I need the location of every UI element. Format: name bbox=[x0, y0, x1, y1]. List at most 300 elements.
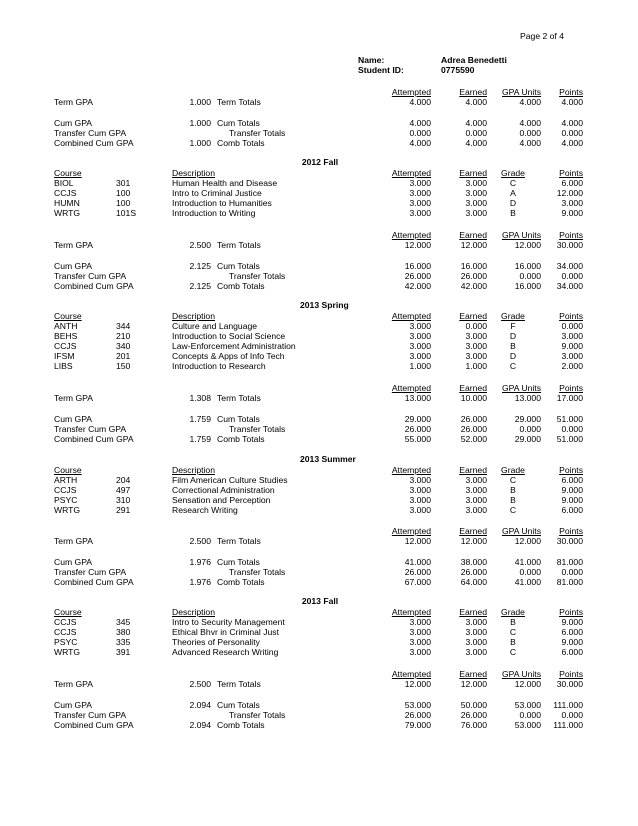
points-header: Points bbox=[559, 465, 583, 475]
term-gpa-value: 1.308 bbox=[189, 393, 211, 403]
course-number: 204 bbox=[116, 475, 131, 485]
cum-row-attempted: 55.000 bbox=[404, 434, 431, 444]
course-number: 391 bbox=[116, 647, 131, 657]
course-attempted: 3.000 bbox=[409, 485, 431, 495]
term-title: 2013 Fall bbox=[301, 596, 339, 606]
cum-row-gpa: 1.000 bbox=[189, 118, 211, 128]
course-attempted: 3.000 bbox=[409, 341, 431, 351]
cum-row-label: Transfer Cum GPA bbox=[54, 710, 127, 720]
cum-row-gpa-units: 4.000 bbox=[519, 118, 541, 128]
course-number: 335 bbox=[116, 637, 131, 647]
course-attempted: 3.000 bbox=[409, 208, 431, 218]
course-description: Law-Enforcement Administration bbox=[172, 341, 296, 351]
course-description: Intro to Security Management bbox=[172, 617, 285, 627]
course-points: 3.000 bbox=[561, 331, 583, 341]
cum-row-label: Cum GPA bbox=[54, 118, 93, 128]
term-earned: 12.000 bbox=[460, 240, 487, 250]
term-gpa-units: 12.000 bbox=[514, 240, 541, 250]
gpa-units-header: GPA Units bbox=[501, 526, 541, 536]
course-subject: ARTH bbox=[54, 475, 78, 485]
earned-header: Earned bbox=[459, 607, 487, 617]
term-gpa-units: 12.000 bbox=[514, 536, 541, 546]
course-points: 9.000 bbox=[561, 617, 583, 627]
cum-row-attempted: 0.000 bbox=[409, 128, 431, 138]
term-earned: 12.000 bbox=[460, 679, 487, 689]
cum-row-earned: 26.000 bbox=[460, 271, 487, 281]
course-grade: B bbox=[510, 617, 516, 627]
course-points: 12.000 bbox=[556, 188, 583, 198]
course-subject: WRTG bbox=[54, 208, 81, 218]
course-points: 9.000 bbox=[561, 208, 583, 218]
course-earned: 3.000 bbox=[465, 637, 487, 647]
course-subject: CCJS bbox=[54, 617, 77, 627]
cum-row-points: 0.000 bbox=[561, 567, 583, 577]
cum-row-points: 34.000 bbox=[556, 261, 583, 271]
cum-row-label: Combined Cum GPA bbox=[54, 434, 134, 444]
course-description: Introduction to Writing bbox=[172, 208, 256, 218]
points-header: Points bbox=[559, 168, 583, 178]
course-description: Ethical Bhvr in Criminal Just bbox=[172, 627, 279, 637]
cum-row-desc: Comb Totals bbox=[217, 720, 265, 730]
term-totals-label: Term Totals bbox=[217, 679, 261, 689]
course-earned: 3.000 bbox=[465, 475, 487, 485]
cum-row-gpa: 1.976 bbox=[189, 577, 211, 587]
course-description: Concepts & Apps of Info Tech bbox=[172, 351, 285, 361]
gpa-units-header: GPA Units bbox=[501, 669, 541, 679]
course-subject: CCJS bbox=[54, 627, 77, 637]
cum-row-gpa-units: 29.000 bbox=[514, 414, 541, 424]
points-header: Points bbox=[559, 383, 583, 393]
cum-row-desc: Transfer Totals bbox=[229, 128, 286, 138]
points-header: Points bbox=[559, 669, 583, 679]
course-earned: 3.000 bbox=[465, 351, 487, 361]
term-points: 30.000 bbox=[556, 679, 583, 689]
course-number: 497 bbox=[116, 485, 131, 495]
term-points: 4.000 bbox=[561, 97, 583, 107]
earned-header: Earned bbox=[459, 526, 487, 536]
cum-row-gpa-units: 53.000 bbox=[514, 720, 541, 730]
points-header: Points bbox=[559, 526, 583, 536]
course-earned: 3.000 bbox=[465, 178, 487, 188]
course-number: 345 bbox=[116, 617, 131, 627]
cum-row-gpa-units: 41.000 bbox=[514, 557, 541, 567]
attempted-header: Attempted bbox=[391, 311, 431, 321]
course-grade: B bbox=[510, 637, 516, 647]
course-attempted: 3.000 bbox=[409, 321, 431, 331]
cum-row-desc: Transfer Totals bbox=[229, 424, 286, 434]
course-points: 3.000 bbox=[561, 198, 583, 208]
course-number: 340 bbox=[116, 341, 131, 351]
course-grade: D bbox=[509, 331, 517, 341]
course-points: 6.000 bbox=[561, 505, 583, 515]
cum-row-gpa-units: 41.000 bbox=[514, 577, 541, 587]
term-title: 2013 Spring bbox=[300, 300, 349, 310]
course-subject: BEHS bbox=[54, 331, 78, 341]
cum-row-desc: Comb Totals bbox=[217, 138, 265, 148]
course-grade: C bbox=[509, 647, 517, 657]
course-earned: 1.000 bbox=[465, 361, 487, 371]
student-id: 0775590 bbox=[441, 65, 475, 75]
course-attempted: 3.000 bbox=[409, 178, 431, 188]
gpa-units-header: GPA Units bbox=[501, 383, 541, 393]
cum-row-points: 0.000 bbox=[561, 271, 583, 281]
course-attempted: 3.000 bbox=[409, 351, 431, 361]
course-description: Correctional Administration bbox=[172, 485, 275, 495]
cum-row-points: 51.000 bbox=[556, 414, 583, 424]
cum-row-label: Transfer Cum GPA bbox=[54, 271, 127, 281]
cum-row-gpa: 1.759 bbox=[189, 414, 211, 424]
grade-header: Grade bbox=[501, 168, 525, 178]
course-earned: 3.000 bbox=[465, 617, 487, 627]
cum-row-points: 111.000 bbox=[553, 720, 583, 730]
cum-row-attempted: 79.000 bbox=[404, 720, 431, 730]
cum-row-gpa: 2.125 bbox=[189, 261, 211, 271]
course-number: 150 bbox=[116, 361, 131, 371]
course-grade: C bbox=[509, 361, 517, 371]
course-description: Culture and Language bbox=[172, 321, 258, 331]
course-header: Course bbox=[54, 311, 82, 321]
course-attempted: 3.000 bbox=[409, 627, 431, 637]
term-gpa-label: Term GPA bbox=[54, 240, 93, 250]
earned-header: Earned bbox=[459, 669, 487, 679]
cum-row-points: 81.000 bbox=[556, 557, 583, 567]
course-points: 6.000 bbox=[561, 647, 583, 657]
term-totals-label: Term Totals bbox=[217, 393, 261, 403]
cum-row-attempted: 26.000 bbox=[404, 271, 431, 281]
course-attempted: 3.000 bbox=[409, 637, 431, 647]
course-header: Course bbox=[54, 465, 82, 475]
cum-row-label: Combined Cum GPA bbox=[54, 720, 134, 730]
name-label: Name: bbox=[358, 55, 385, 65]
cum-row-label: Cum GPA bbox=[54, 700, 93, 710]
course-grade: B bbox=[510, 485, 516, 495]
term-points: 17.000 bbox=[556, 393, 583, 403]
course-number: 210 bbox=[116, 331, 131, 341]
course-header: Course bbox=[54, 168, 82, 178]
course-subject: CCJS bbox=[54, 485, 77, 495]
cum-row-label: Transfer Cum GPA bbox=[54, 567, 127, 577]
earned-header: Earned bbox=[459, 230, 487, 240]
cum-row-points: 34.000 bbox=[556, 281, 583, 291]
course-subject: CCJS bbox=[54, 341, 77, 351]
cum-row-earned: 16.000 bbox=[460, 261, 487, 271]
cum-row-points: 4.000 bbox=[561, 118, 583, 128]
term-title: 2013 Summer bbox=[300, 454, 356, 464]
term-earned: 12.000 bbox=[460, 536, 487, 546]
course-grade: C bbox=[509, 505, 517, 515]
cum-row-earned: 4.000 bbox=[465, 118, 487, 128]
cum-row-earned: 26.000 bbox=[460, 414, 487, 424]
cum-row-label: Cum GPA bbox=[54, 261, 93, 271]
cum-row-earned: 50.000 bbox=[460, 700, 487, 710]
course-points: 6.000 bbox=[561, 178, 583, 188]
cum-row-attempted: 42.000 bbox=[404, 281, 431, 291]
course-header: Course bbox=[54, 607, 82, 617]
course-earned: 3.000 bbox=[465, 505, 487, 515]
term-totals-label: Term Totals bbox=[217, 97, 261, 107]
cum-row-points: 0.000 bbox=[561, 424, 583, 434]
earned-header: Earned bbox=[459, 311, 487, 321]
attempted-header: Attempted bbox=[391, 87, 431, 97]
course-attempted: 3.000 bbox=[409, 505, 431, 515]
cum-row-gpa-units: 0.000 bbox=[519, 424, 541, 434]
earned-header: Earned bbox=[459, 383, 487, 393]
cum-row-gpa-units: 29.000 bbox=[514, 434, 541, 444]
cum-row-attempted: 67.000 bbox=[404, 577, 431, 587]
course-attempted: 3.000 bbox=[409, 475, 431, 485]
description-header: Description bbox=[172, 607, 215, 617]
term-gpa-units: 4.000 bbox=[519, 97, 541, 107]
cum-row-label: Combined Cum GPA bbox=[54, 138, 134, 148]
course-points: 9.000 bbox=[561, 495, 583, 505]
cum-row-desc: Cum Totals bbox=[217, 700, 260, 710]
cum-row-desc: Comb Totals bbox=[217, 281, 265, 291]
term-gpa-label: Term GPA bbox=[54, 536, 93, 546]
attempted-header: Attempted bbox=[391, 383, 431, 393]
term-title: 2012 Fall bbox=[301, 157, 339, 167]
course-number: 201 bbox=[116, 351, 131, 361]
course-description: Human Health and Disease bbox=[172, 178, 278, 188]
course-number: 291 bbox=[116, 505, 131, 515]
course-earned: 3.000 bbox=[465, 647, 487, 657]
term-gpa-value: 2.500 bbox=[189, 679, 211, 689]
attempted-header: Attempted bbox=[391, 230, 431, 240]
term-gpa-label: Term GPA bbox=[54, 679, 93, 689]
course-points: 6.000 bbox=[561, 475, 583, 485]
course-grade: C bbox=[509, 178, 517, 188]
cum-row-earned: 38.000 bbox=[460, 557, 487, 567]
cum-row-desc: Comb Totals bbox=[217, 434, 265, 444]
term-gpa-value: 2.500 bbox=[189, 536, 211, 546]
cum-row-label: Combined Cum GPA bbox=[54, 281, 134, 291]
course-attempted: 3.000 bbox=[409, 617, 431, 627]
cum-row-desc: Cum Totals bbox=[217, 118, 260, 128]
term-gpa-units: 12.000 bbox=[514, 679, 541, 689]
cum-row-attempted: 26.000 bbox=[404, 424, 431, 434]
course-earned: 3.000 bbox=[465, 198, 487, 208]
course-number: 301 bbox=[116, 178, 131, 188]
student-id-label: Student ID: bbox=[358, 65, 404, 75]
course-subject: PSYC bbox=[54, 637, 78, 647]
term-attempted: 12.000 bbox=[404, 536, 431, 546]
course-earned: 0.000 bbox=[465, 321, 487, 331]
cum-row-earned: 26.000 bbox=[460, 424, 487, 434]
cum-row-attempted: 16.000 bbox=[404, 261, 431, 271]
cum-row-attempted: 26.000 bbox=[404, 710, 431, 720]
course-grade: B bbox=[510, 495, 516, 505]
grade-header: Grade bbox=[501, 607, 525, 617]
cum-row-earned: 4.000 bbox=[465, 138, 487, 148]
course-grade: A bbox=[510, 188, 516, 198]
term-gpa-units: 13.000 bbox=[514, 393, 541, 403]
attempted-header: Attempted bbox=[391, 526, 431, 536]
cum-row-desc: Cum Totals bbox=[217, 557, 260, 567]
cum-row-label: Cum GPA bbox=[54, 414, 93, 424]
course-number: 101S bbox=[116, 208, 137, 218]
grade-header: Grade bbox=[501, 465, 525, 475]
cum-row-earned: 76.000 bbox=[460, 720, 487, 730]
description-header: Description bbox=[172, 311, 215, 321]
course-description: Intro to Criminal Justice bbox=[172, 188, 262, 198]
cum-row-gpa-units: 0.000 bbox=[519, 128, 541, 138]
cum-row-gpa-units: 53.000 bbox=[514, 700, 541, 710]
cum-row-attempted: 4.000 bbox=[409, 118, 431, 128]
course-grade: B bbox=[510, 341, 516, 351]
cum-row-gpa: 1.976 bbox=[189, 557, 211, 567]
cum-row-earned: 52.000 bbox=[460, 434, 487, 444]
attempted-header: Attempted bbox=[391, 465, 431, 475]
course-attempted: 1.000 bbox=[409, 361, 431, 371]
cum-row-gpa-units: 16.000 bbox=[514, 261, 541, 271]
course-description: Advanced Research Writing bbox=[172, 647, 279, 657]
cum-row-label: Combined Cum GPA bbox=[54, 577, 134, 587]
course-grade: F bbox=[510, 321, 516, 331]
course-earned: 3.000 bbox=[465, 331, 487, 341]
course-number: 380 bbox=[116, 627, 131, 637]
cum-row-gpa-units: 0.000 bbox=[519, 567, 541, 577]
course-description: Film American Culture Studies bbox=[172, 475, 288, 485]
cum-row-points: 4.000 bbox=[561, 138, 583, 148]
term-gpa-value: 1.000 bbox=[189, 97, 211, 107]
points-header: Points bbox=[559, 311, 583, 321]
cum-row-gpa-units: 4.000 bbox=[519, 138, 541, 148]
earned-header: Earned bbox=[459, 465, 487, 475]
cum-row-attempted: 29.000 bbox=[404, 414, 431, 424]
gpa-units-header: GPA Units bbox=[501, 230, 541, 240]
course-description: Theories of Personality bbox=[172, 637, 260, 647]
course-subject: ANTH bbox=[54, 321, 78, 331]
earned-header: Earned bbox=[459, 168, 487, 178]
cum-row-earned: 0.000 bbox=[465, 128, 487, 138]
course-subject: WRTG bbox=[54, 505, 81, 515]
course-subject: HUMN bbox=[54, 198, 80, 208]
course-points: 3.000 bbox=[561, 351, 583, 361]
course-attempted: 3.000 bbox=[409, 495, 431, 505]
cum-row-desc: Transfer Totals bbox=[229, 271, 286, 281]
course-grade: C bbox=[509, 627, 517, 637]
cum-row-points: 111.000 bbox=[553, 700, 583, 710]
cum-row-desc: Cum Totals bbox=[217, 414, 260, 424]
grade-header: Grade bbox=[501, 311, 525, 321]
attempted-header: Attempted bbox=[391, 669, 431, 679]
course-earned: 3.000 bbox=[465, 627, 487, 637]
course-attempted: 3.000 bbox=[409, 188, 431, 198]
points-header: Points bbox=[559, 230, 583, 240]
cum-row-earned: 64.000 bbox=[460, 577, 487, 587]
cum-row-attempted: 41.000 bbox=[404, 557, 431, 567]
course-subject: BIOL bbox=[54, 178, 74, 188]
cum-row-attempted: 4.000 bbox=[409, 138, 431, 148]
term-attempted: 12.000 bbox=[404, 240, 431, 250]
course-description: Introduction to Social Science bbox=[172, 331, 286, 341]
term-attempted: 4.000 bbox=[409, 97, 431, 107]
cum-row-label: Cum GPA bbox=[54, 557, 93, 567]
term-gpa-label: Term GPA bbox=[54, 97, 93, 107]
cum-row-attempted: 53.000 bbox=[404, 700, 431, 710]
cum-row-desc: Cum Totals bbox=[217, 261, 260, 271]
course-subject: CCJS bbox=[54, 188, 77, 198]
points-header: Points bbox=[559, 87, 583, 97]
attempted-header: Attempted bbox=[391, 607, 431, 617]
course-attempted: 3.000 bbox=[409, 198, 431, 208]
course-subject: PSYC bbox=[54, 495, 78, 505]
course-subject: WRTG bbox=[54, 647, 81, 657]
attempted-header: Attempted bbox=[391, 168, 431, 178]
cum-row-attempted: 26.000 bbox=[404, 567, 431, 577]
course-points: 6.000 bbox=[561, 627, 583, 637]
points-header: Points bbox=[559, 607, 583, 617]
course-number: 100 bbox=[116, 198, 131, 208]
cum-row-earned: 26.000 bbox=[460, 710, 487, 720]
description-header: Description bbox=[172, 465, 215, 475]
term-points: 30.000 bbox=[556, 536, 583, 546]
gpa-units-header: GPA Units bbox=[501, 87, 541, 97]
cum-row-earned: 42.000 bbox=[460, 281, 487, 291]
term-attempted: 13.000 bbox=[404, 393, 431, 403]
cum-row-gpa: 2.094 bbox=[189, 720, 211, 730]
term-points: 30.000 bbox=[556, 240, 583, 250]
course-points: 9.000 bbox=[561, 341, 583, 351]
student-name: Adrea Benedetti bbox=[441, 55, 507, 65]
course-description: Research Writing bbox=[172, 505, 238, 515]
course-subject: IFSM bbox=[54, 351, 75, 361]
course-points: 2.000 bbox=[561, 361, 583, 371]
term-gpa-value: 2.500 bbox=[189, 240, 211, 250]
course-grade: C bbox=[509, 475, 517, 485]
course-grade: D bbox=[509, 351, 517, 361]
description-header: Description bbox=[172, 168, 215, 178]
term-gpa-label: Term GPA bbox=[54, 393, 93, 403]
course-earned: 3.000 bbox=[465, 495, 487, 505]
term-totals-label: Term Totals bbox=[217, 240, 261, 250]
cum-row-gpa: 1.000 bbox=[189, 138, 211, 148]
cum-row-gpa: 2.125 bbox=[189, 281, 211, 291]
page-number: Page 2 of 4 bbox=[520, 31, 564, 41]
course-number: 344 bbox=[116, 321, 131, 331]
course-number: 100 bbox=[116, 188, 131, 198]
cum-row-gpa: 1.759 bbox=[189, 434, 211, 444]
course-subject: LIBS bbox=[54, 361, 73, 371]
course-grade: D bbox=[509, 198, 517, 208]
cum-row-gpa-units: 0.000 bbox=[519, 710, 541, 720]
cum-row-earned: 26.000 bbox=[460, 567, 487, 577]
course-grade: B bbox=[510, 208, 516, 218]
term-attempted: 12.000 bbox=[404, 679, 431, 689]
course-description: Introduction to Research bbox=[172, 361, 266, 371]
cum-row-gpa-units: 0.000 bbox=[519, 271, 541, 281]
course-earned: 3.000 bbox=[465, 188, 487, 198]
cum-row-points: 81.000 bbox=[556, 577, 583, 587]
course-points: 0.000 bbox=[561, 321, 583, 331]
cum-row-label: Transfer Cum GPA bbox=[54, 424, 127, 434]
cum-row-desc: Transfer Totals bbox=[229, 710, 286, 720]
cum-row-gpa-units: 16.000 bbox=[514, 281, 541, 291]
course-description: Sensation and Perception bbox=[172, 495, 271, 505]
cum-row-label: Transfer Cum GPA bbox=[54, 128, 127, 138]
course-points: 9.000 bbox=[561, 637, 583, 647]
course-description: Introduction to Humanities bbox=[172, 198, 272, 208]
cum-row-points: 0.000 bbox=[561, 710, 583, 720]
cum-row-desc: Transfer Totals bbox=[229, 567, 286, 577]
cum-row-points: 51.000 bbox=[556, 434, 583, 444]
course-earned: 3.000 bbox=[465, 341, 487, 351]
term-totals-label: Term Totals bbox=[217, 536, 261, 546]
course-attempted: 3.000 bbox=[409, 647, 431, 657]
course-attempted: 3.000 bbox=[409, 331, 431, 341]
course-points: 9.000 bbox=[561, 485, 583, 495]
term-earned: 4.000 bbox=[465, 97, 487, 107]
course-number: 310 bbox=[116, 495, 131, 505]
